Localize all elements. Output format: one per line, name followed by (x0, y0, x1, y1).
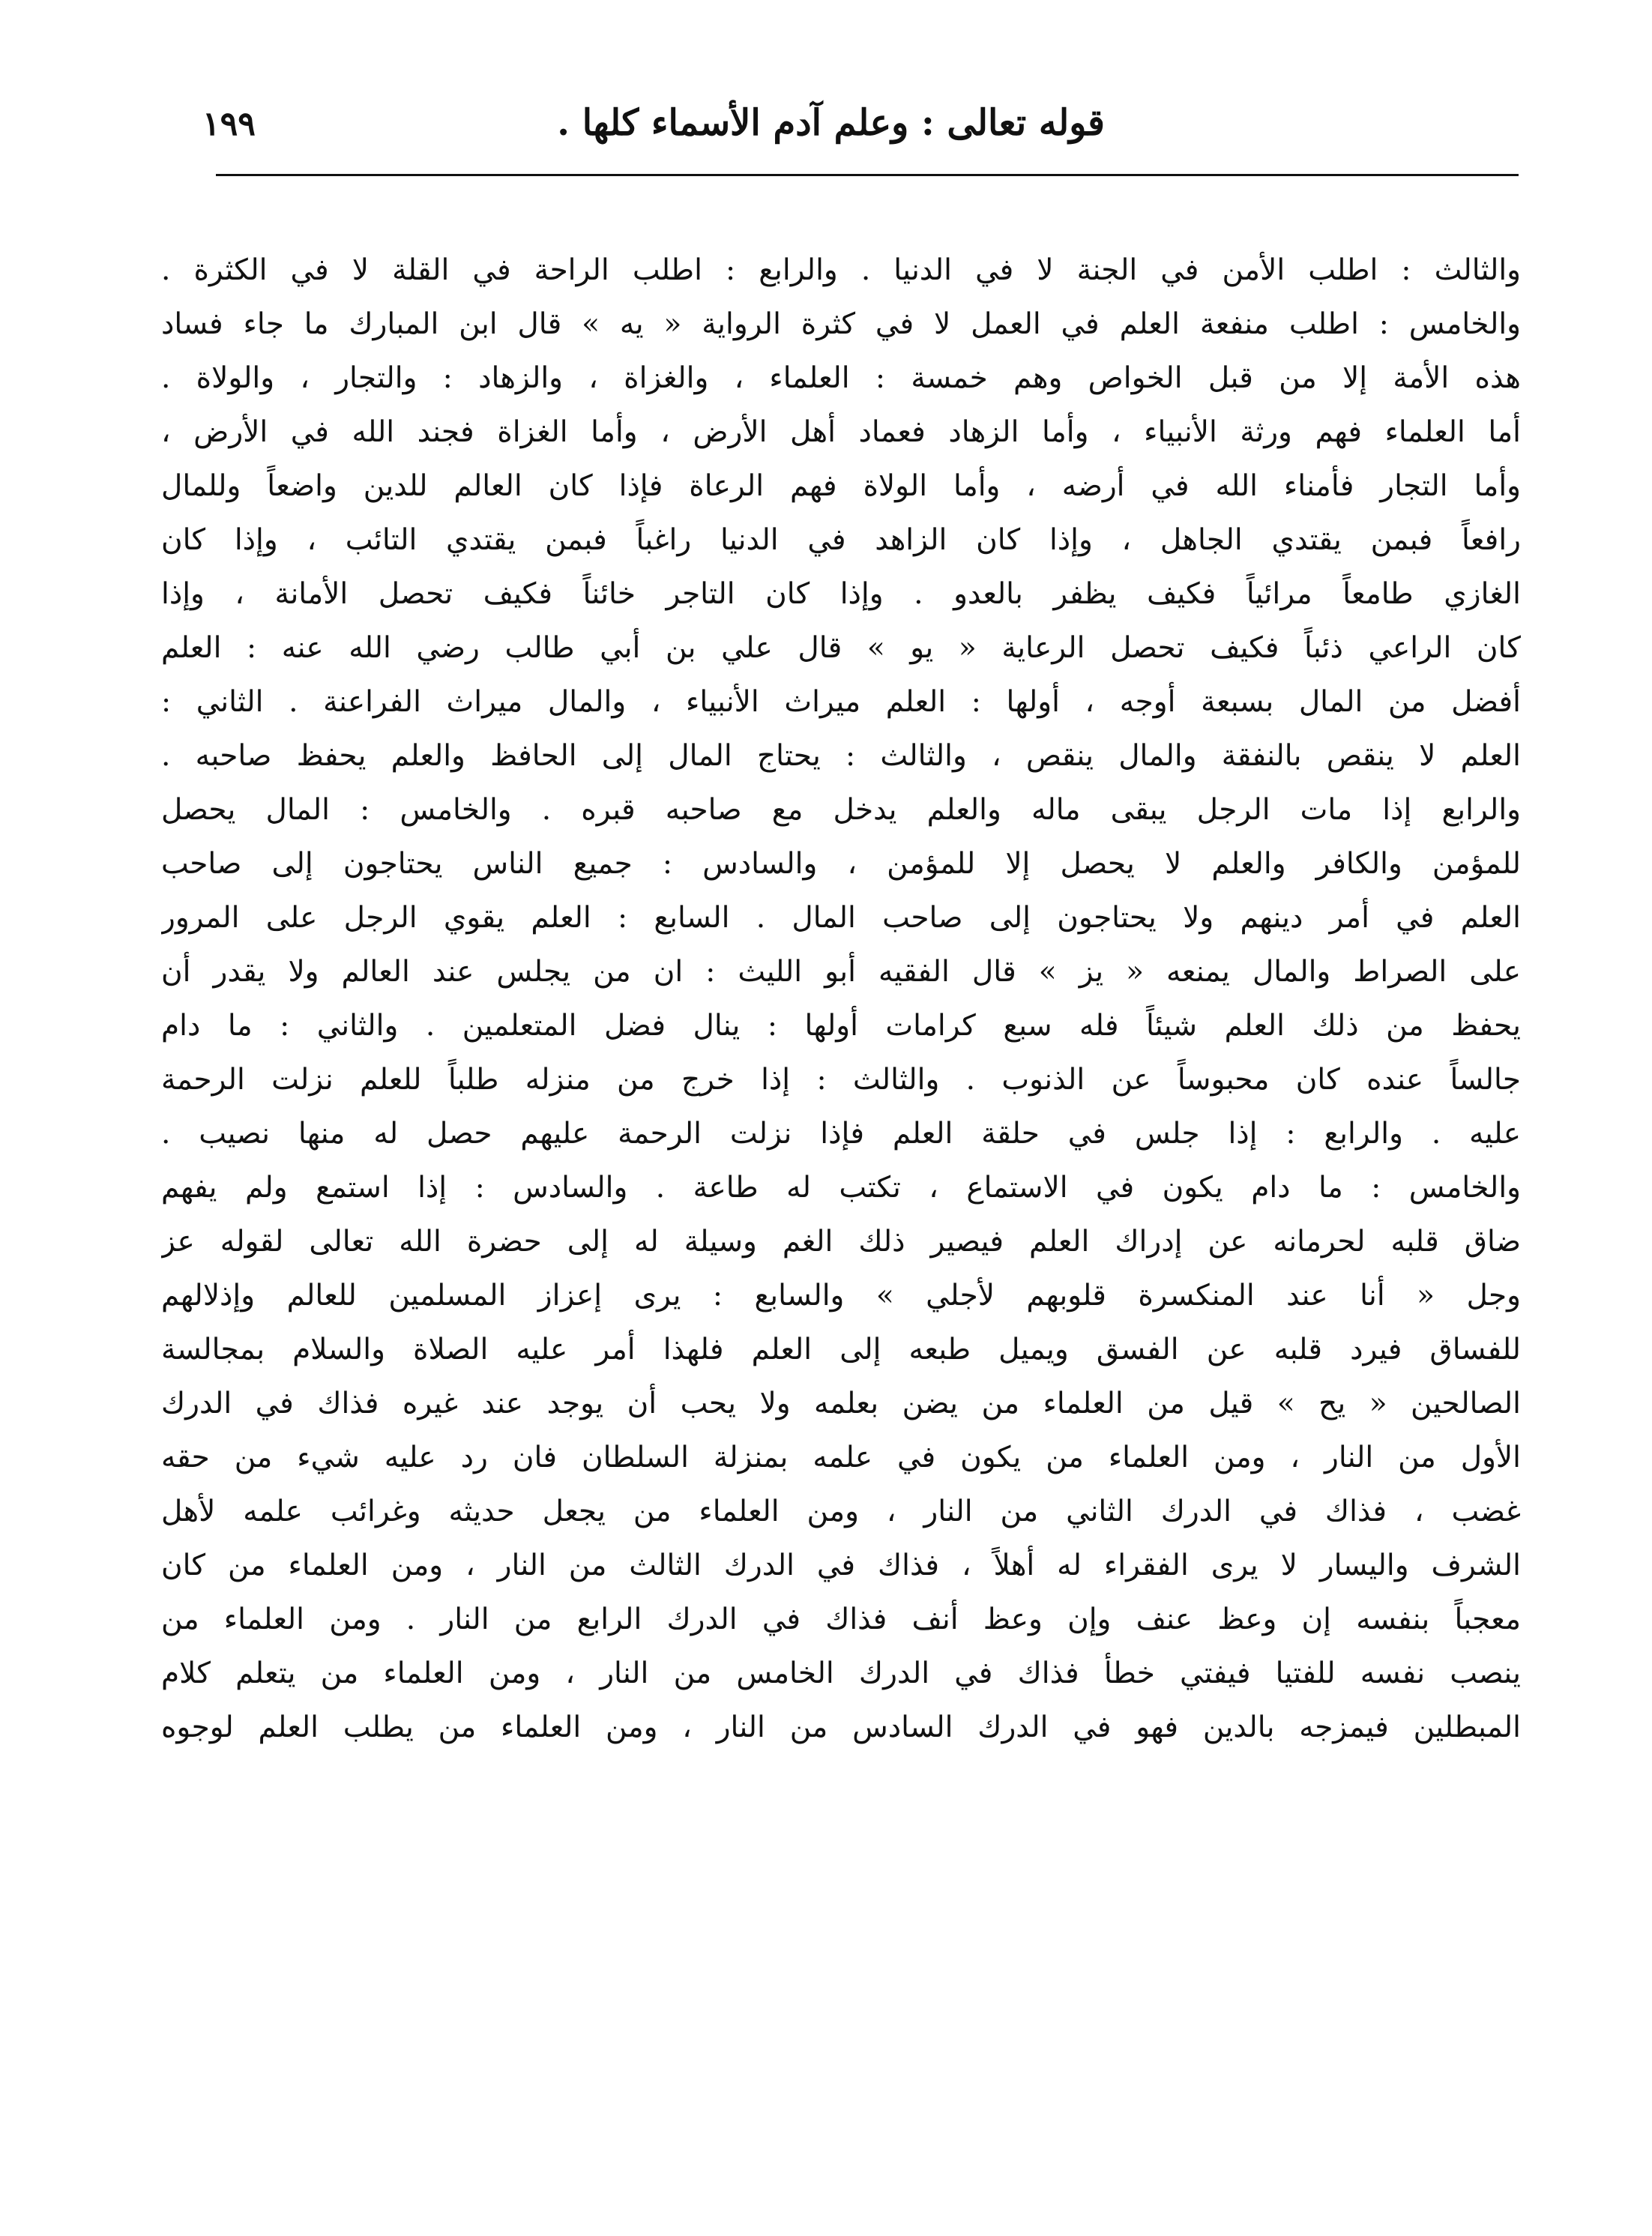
text-line: الغازي طامعاً مرائياً فكيف يظفر بالعدو . وإذا كان التاجر خائناً فكيف تحصل الأمانة ، وإذا (161, 577, 1521, 611)
text-line (161, 1755, 1521, 1809)
text-line (161, 1971, 1521, 2025)
text-line: على الصراط والمال يمنعه « يز » قال الفقيه أبو الليث : ان من يجلس عند العالم ولا يقدر أن (161, 955, 1521, 989)
text-line: يحفظ من ذلك العلم شيئاً فله سبع كرامات أولها : ينال فضل المتعلمين . والثاني : ما دام (161, 1009, 1521, 1043)
text-line: معجباً بنفسه إن وعظ عنف وإن وعظ أنف فذاك في الدرك الرابع من النار . ومن العلماء من (161, 1603, 1521, 1636)
text-line: والرابع إذا مات الرجل يبقى ماله والعلم يدخل مع صاحبه قبره . والخامس : المال يحصل (161, 793, 1521, 827)
text-line: رافعاً فبمن يقتدي الجاهل ، وإذا كان الزاهد في الدنيا راغباً فبمن يقتدي التائب ، وإذا كان (161, 523, 1521, 557)
running-title: قوله تعالى : وعلم آدم الأسماء كلها . (557, 102, 1105, 144)
body-text (161, 244, 1521, 2079)
text-line: والخامس : اطلب منفعة العلم في العمل لا في كثرة الرواية « يه » قال ابن المبارك ما جاء فساد (161, 307, 1521, 341)
text-line: العلم لا ينقص بالنفقة والمال ينقص ، والثالث : يحتاج المال إلى الحافظ والعلم يحفظ صاحبه . (161, 739, 1521, 773)
page-header (202, 88, 1510, 171)
text-line: العلم في أمر دينهم ولا يحتاجون إلى صاحب المال . السابع : العلم يقوي الرجل على المرور (161, 901, 1521, 935)
text-line: الشرف واليسار لا يرى الفقراء له أهلاً ، فذاك في الدرك الثالث من النار ، ومن العلماء من كان (161, 1549, 1521, 1582)
text-line: وأما التجار فأمناء الله في أرضه ، وأما الولاة فهم الرعاة فإذا كان العالم للدين واضعاً وللمال (161, 469, 1521, 503)
header-divider (216, 174, 1519, 176)
text-line: هذه الأمة إلا من قبل الخواص وهم خمسة : العلماء ، والغزاة ، والزهاد : والتجار ، والولاة . (161, 361, 1521, 395)
text-line: الصالحين « يح » قيل من العلماء من يضن بعلمه ولا يحب أن يوجد عند غيره فذاك في الدرك (161, 1387, 1521, 1420)
text-line: ضاق قلبه لحرمانه عن إدراك العلم فيصير ذلك الغم وسيلة له إلى حضرة الله تعالى لقوله عز (161, 1225, 1521, 1259)
text-line: المبطلين فيمزجه بالدين فهو في الدرك السادس من النار ، ومن العلماء من يطلب العلم لوجوه (161, 1711, 1521, 1744)
text-line: غضب ، فذاك في الدرك الثاني من النار ، ومن العلماء من يجعل حديثه وغرائب علمه لأهل (161, 1495, 1521, 1528)
text-line: للمؤمن والكافر والعلم لا يحصل إلا للمؤمن ، والسادس : جميع الناس يحتاجون إلى صاحب (161, 847, 1521, 881)
text-line: الأول من النار ، ومن العلماء من يكون في علمه بمنزلة السلطان فان رد عليه شيء من حقه (161, 1441, 1521, 1474)
text-line: للفساق فيرد قلبه عن الفسق ويميل طبعه إلى العلم فلهذا أمر عليه الصلاة والسلام بمجالسة (161, 1333, 1521, 1366)
text-line: جالساً عنده كان محبوساً عن الذنوب . والثالث : إذا خرج من منزله طلباً للعلم نزلت الرحمة (161, 1063, 1521, 1097)
text-line: والثالث : اطلب الأمن في الجنة لا في الدنيا . والرابع : اطلب الراحة في القلة لا في الكثرة . (161, 253, 1521, 287)
text-line (161, 2025, 1521, 2079)
page-number: ١٩٩ (202, 105, 256, 143)
text-line: والخامس : ما دام يكون في الاستماع ، تكتب له طاعة . والسادس : إذا استمع ولم يفهم (161, 1171, 1521, 1205)
text-line (161, 1863, 1521, 1917)
text-line: وجل « أنا عند المنكسرة قلوبهم لأجلي » والسابع : يرى إعزاز المسلمين للعالم وإذلالهم (161, 1279, 1521, 1313)
text-line (161, 1809, 1521, 1863)
text-line: أفضل من المال بسبعة أوجه ، أولها : العلم ميراث الأنبياء ، والمال ميراث الفراعنة . الثاني : (161, 685, 1521, 719)
text-line: كان الراعي ذئباً فكيف تحصل الرعاية « يو » قال علي بن أبي طالب رضي الله عنه : العلم (161, 631, 1521, 665)
text-line (161, 1917, 1521, 1971)
text-line: عليه . والرابع : إذا جلس في حلقة العلم فإذا نزلت الرحمة عليهم حصل له منها نصيب . (161, 1117, 1521, 1151)
text-line: أما العلماء فهم ورثة الأنبياء ، وأما الزهاد فعماد أهل الأرض ، وأما الغزاة فجند الله في الأرض ، (161, 415, 1521, 449)
text-line: ينصب نفسه للفتيا فيفتي خطأ فذاك في الدرك الخامس من النار ، ومن العلماء من يتعلم كلام (161, 1657, 1521, 1690)
